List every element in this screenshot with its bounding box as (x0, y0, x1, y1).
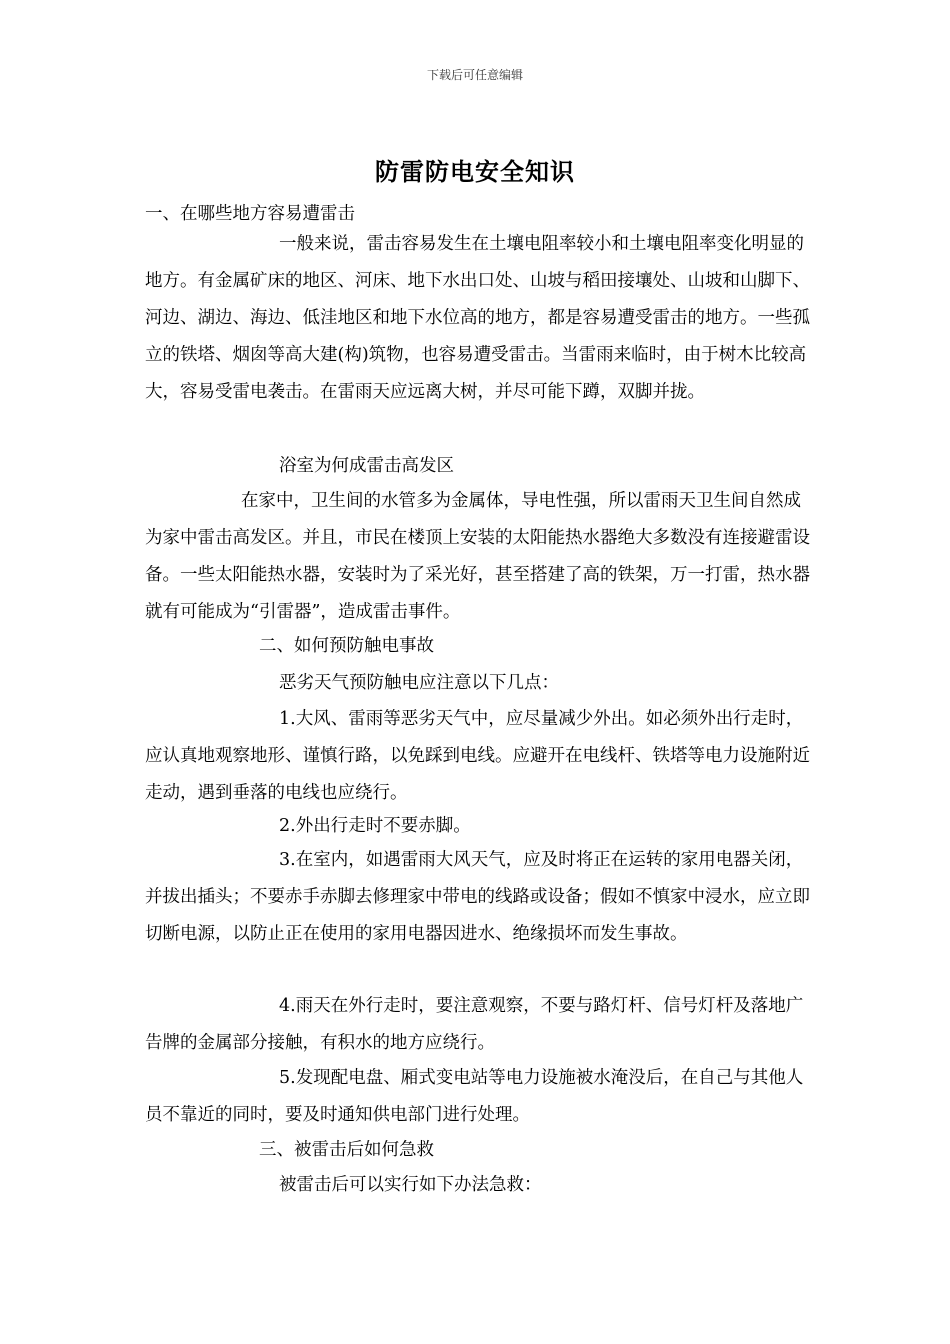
paragraph-1: 一般来说，雷击容易发生在土壤电阻率较小和土壤电阻率变化明显的地方。有金属矿床的地区、河床、地下水出口处、山坡与稻田接壤处、山坡和山脚下、河边、湖边、海边、低洼地区和地下水位高的地方，都是容易遭受雷击的地方。一些孤立的铁塔、烟囱等高大建(构)筑物，也容易遭受雷击。当雷雨来临时，由于树木比较高大，容易受雷电袭击。在雷雨天应远离大树，并尽可能下蹲，双脚并拢。 (145, 234, 810, 402)
page-header: 下载后可任意编辑 (426, 68, 523, 82)
list-item-5: 5.发现配电盘、厢式变电站等电力设施被水淹没后，在自己与其他人员不靠近的同时，要及时通知供电部门进行处理。 (145, 1068, 804, 1125)
subheading-bathroom: 浴室为何成雷击高发区 (279, 456, 454, 476)
paragraph-rescue-intro: 被雷击后可以实行如下办法急救： (279, 1175, 542, 1195)
section-heading-3: 三、被雷击后如何急救 (259, 1140, 434, 1160)
document-title: 防雷防电安全知识 (375, 157, 575, 186)
list-item-4: 4.雨天在外行走时，要注意观察，不要与路灯杆、信号灯杆及落地广告牌的金属部分接触，有积水的地方应绕行。 (145, 996, 804, 1053)
list-item-2: 2.外出行走时不要赤脚。 (279, 816, 471, 836)
section-heading-1: 一、在哪些地方容易遭雷击 (145, 204, 355, 224)
section-heading-2: 二、如何预防触电事故 (259, 636, 434, 656)
list-item-1: 1.大风、雷雨等恶劣天气中，应尽量减少外出。如必须外出行走时，应认真地观察地形、谨慎行路，以免踩到电线。应避开在电线杆、铁塔等电力设施附近走动，遇到垂落的电线也应绕行。 (145, 709, 810, 803)
list-item-3: 3.在室内，如遇雷雨大风天气，应及时将正在运转的家用电器关闭，并拔出插头；不要赤手赤脚去修理家中带电的线路或设备；假如不慎家中浸水，应立即切断电源，以防止正在使用的家用电器因进水、绝缘损坏而发生事故。 (145, 850, 810, 944)
paragraph-intro: 恶劣天气预防触电应注意以下几点： (279, 673, 559, 693)
paragraph-2: 在家中，卫生间的水管多为金属体，导电性强，所以雷雨天卫生间自然成为家中雷击高发区。并且，市民在楼顶上安装的太阳能热水器绝大多数没有连接避雷设备。一些太阳能热水器，安装时为了采光好，甚至搭建了高的铁架，万一打雷，热水器就有可能成为“引雷器”，造成雷击事件。 (145, 491, 810, 622)
